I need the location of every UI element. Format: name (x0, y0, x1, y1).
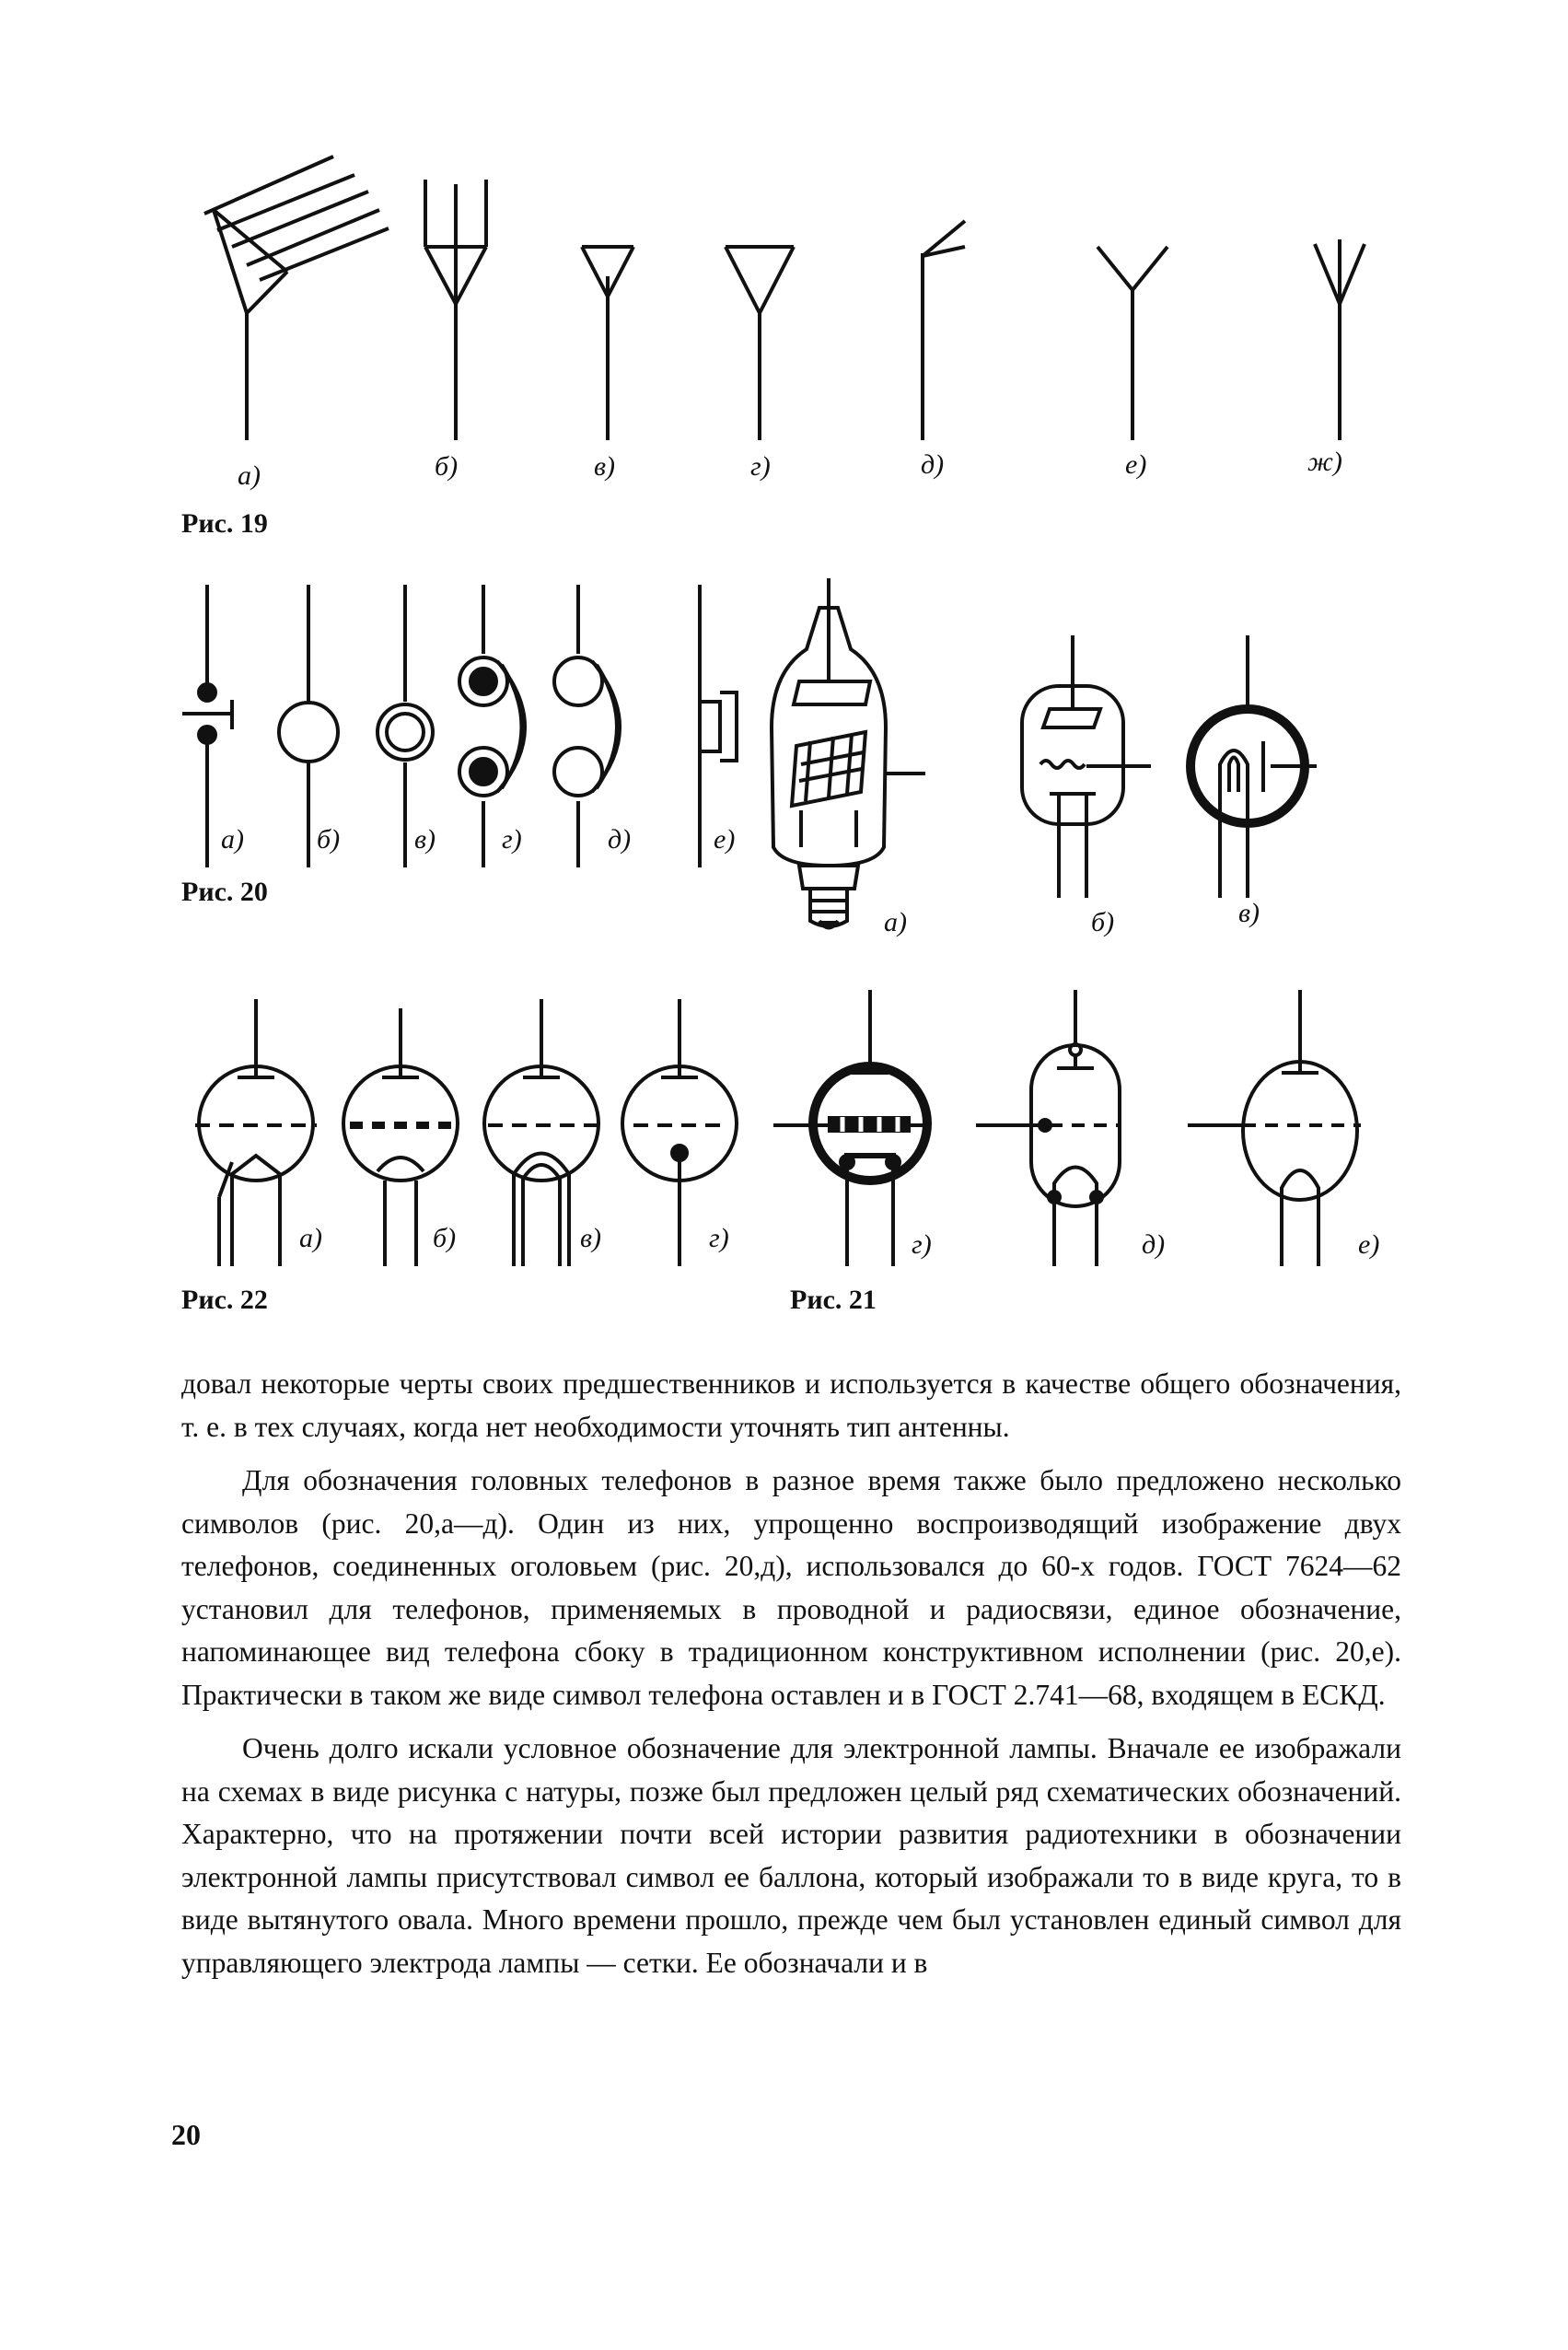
fig19-label-g: г) (750, 451, 771, 482)
fig20-label-a: а) (221, 824, 244, 855)
paragraph-1: довал некоторые черты своих предшественников и используется в качестве общего обозначения, т. е. в тех случаях, когда нет необходимости уточнять тип антенны. (181, 1367, 1401, 1443)
antenna-b-icon (425, 180, 486, 440)
body-text (181, 1363, 1401, 1984)
fig20-label-g: г) (502, 824, 522, 855)
fig19-label-zh: ж) (1307, 447, 1342, 477)
antenna-g-icon (726, 247, 794, 440)
fig21-label-e: е) (1358, 1229, 1380, 1260)
tube-21d-icon (976, 990, 1120, 1266)
tube-drawing-b-icon (1022, 635, 1151, 898)
fig21-label-d: д) (1142, 1229, 1166, 1260)
paragraph-3: Очень долго искали условное обозначение для электронной лампы. Вначале ее изображали на схемах в виде рисунка с натуры, позже был предложен целый ряд схематических обозначений. Характерно, что на протяжении почти всей истории развития радиотехники в обозначении электронной лампы присутствовал символ ее баллона, который изображали то в виде круга, то в виде вытянутого овала. Много времени прошло, прежде чем был установлен единый символ для управляющего электрода лампы — сетки. Ее обозначали и в (181, 1732, 1401, 1979)
fig20-tube-label-b: б) (1091, 907, 1115, 937)
antenna-d-icon (923, 221, 965, 440)
fig22-label-a: а) (299, 1223, 322, 1253)
fig19-label-b: б) (435, 451, 459, 482)
fig20-caption: Рис. 20 (181, 877, 268, 907)
fig21-caption: Рис. 21 (790, 1285, 877, 1315)
fig22-caption: Рис. 22 (181, 1285, 268, 1315)
antenna-zh-icon (1315, 239, 1365, 440)
fig19-label-a: а) (238, 460, 261, 491)
fig22-label-v: в) (580, 1223, 602, 1253)
antenna-a-icon (204, 157, 389, 440)
page-number: 20 (171, 2118, 201, 2151)
fig22-label-b: б) (433, 1223, 457, 1253)
antenna-v-icon (582, 247, 633, 440)
tube-21g-icon (773, 990, 930, 1266)
fig20-label-b: б) (317, 824, 341, 855)
paragraph-2: Для обозначения головных телефонов в разное время также было предложено несколько символов (рис. 20,а—д). Один из них, упрощенно воспроизводящий изображение двух телефонов, соединенных оголовьем (рис. 20,д), использовался до 60-х годов. ГОСТ 7624—62 установил для телефонов, применяемых в проводной и радиосвязи, единое обозначение, напоминающее вид телефона сбоку в традиционном конструктивном исполнении (рис. 20,е). Практически в таком же виде символ телефона оставлен и в ГОСТ 2.741—68, входящем в ЕСКД. (181, 1464, 1401, 1711)
fig19-label-e: е) (1125, 449, 1147, 480)
fig20-tube-label-a: а) (884, 907, 907, 937)
fig20-label-d: д) (608, 824, 632, 855)
tube-drawing-a-icon (772, 578, 925, 928)
fig19-label-v: в) (594, 451, 616, 482)
fig20-label-e: е) (714, 824, 736, 855)
fig20-label-v: в) (414, 824, 436, 855)
tube-21e-icon (1188, 990, 1361, 1266)
tube-drawing-v-icon (1191, 635, 1317, 898)
antenna-e-icon (1098, 247, 1167, 440)
fig20-tube-label-v: в) (1238, 898, 1260, 928)
fig21-label-g: г) (912, 1229, 932, 1260)
fig22-label-g: г) (709, 1223, 729, 1253)
fig19-caption: Рис. 19 (181, 508, 268, 539)
fig19-label-d: д) (921, 449, 945, 480)
